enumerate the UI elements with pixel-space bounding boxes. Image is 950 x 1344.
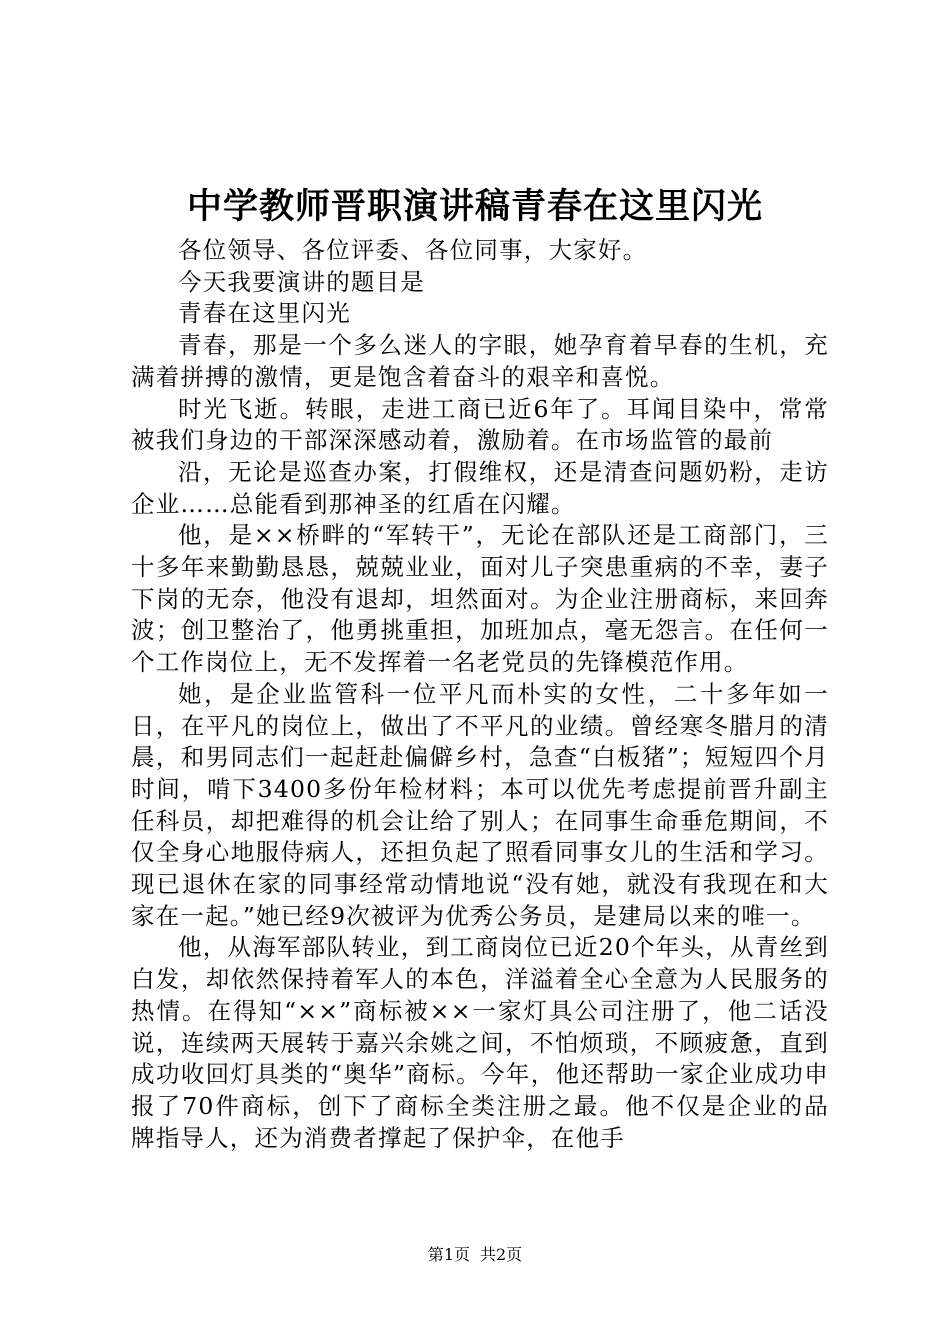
paragraph-greeting: 各位领导、各位评委、各位同事，大家好。 — [178, 236, 648, 264]
document-title: 中学教师晋职演讲稿青春在这里闪光 — [186, 186, 763, 227]
page-number: 第1页 — [427, 1245, 470, 1264]
paragraph-topic: 青春在这里闪光 — [178, 299, 351, 328]
paragraph-frontline: 沿，无论是巡查办案，打假维权，还是清查问题奶粉，走访企业……总能看到那神圣的红盾在闪耀。 — [131, 457, 829, 518]
document-body — [131, 235, 829, 1154]
paragraph-veteran: 他，是××桥畔的“军转干”，无论在部队还是工商部门，三十多年来勤勤恳恳，兢兢业业，面对儿子突患重病的不幸，妻子下岗的无奈，他没有退却，坦然面对。为企业注册商标，来回奔波；创卫整治了，他勇挑重担，加班加点，毫无怨言。在任何一个工作岗位上，无不发挥着一名老党员的先锋模范作用。 — [131, 521, 829, 677]
paragraph-time: 时光飞逝。转眼，走进工商已近6年了。耳闻目染中，常常被我们身边的干部深深感动着，激励着。在市场监管的最前 — [131, 394, 829, 455]
page-total: 共2页 — [480, 1245, 523, 1264]
paragraph-youth: 青春，那是一个多么迷人的字眼，她孕育着早春的生机，充满着拼搏的激情，更是饱含着奋斗的艰辛和喜悦。 — [131, 331, 829, 391]
paragraph-colleague-she: 她，是企业监管科一位平凡而朴实的女性，二十多年如一日，在平凡的岗位上，做出了不平凡的业绩。曾经寒冬腊月的清晨，和男同志们一起赶赴偏僻乡村，急查“白板猪”；短短四个月时间，啃下3400多份年检材料；本可以优先考虑提前晋升副主任科员，却把难得的机会让给了别人；在同事生命垂危期间，不仅全身心地服侍病人，还担负起了照看同事女儿的生活和学习。现已退休在家的同事经常动情地说“没有她，就没有我现在和大家在一起。”她已经9次被评为优秀公务员，是建局以来的唯一。 — [131, 679, 829, 930]
page-footer — [0, 1244, 950, 1266]
paragraph-navy-veteran: 他，从海军部队转业，到工商岗位已近20个年头，从青丝到白发，却依然保持着军人的本色，洋溢着全心全意为人民服务的热情。在得知“××”商标被××一家灯具公司注册了，他二话没说，连续两天展转于嘉兴余姚之间，不怕烦琐，不顾疲惫，直到成功收回灯具类的“奥华”商标。今年，他还帮助一家企业成功申报了70件商标，创下了商标全类注册之最。他不仅是企业的品牌指导人，还为消费者撑起了保护伞，在他手 — [131, 933, 829, 1152]
paragraph-topic-intro: 今天我要演讲的题目是 — [178, 267, 425, 296]
